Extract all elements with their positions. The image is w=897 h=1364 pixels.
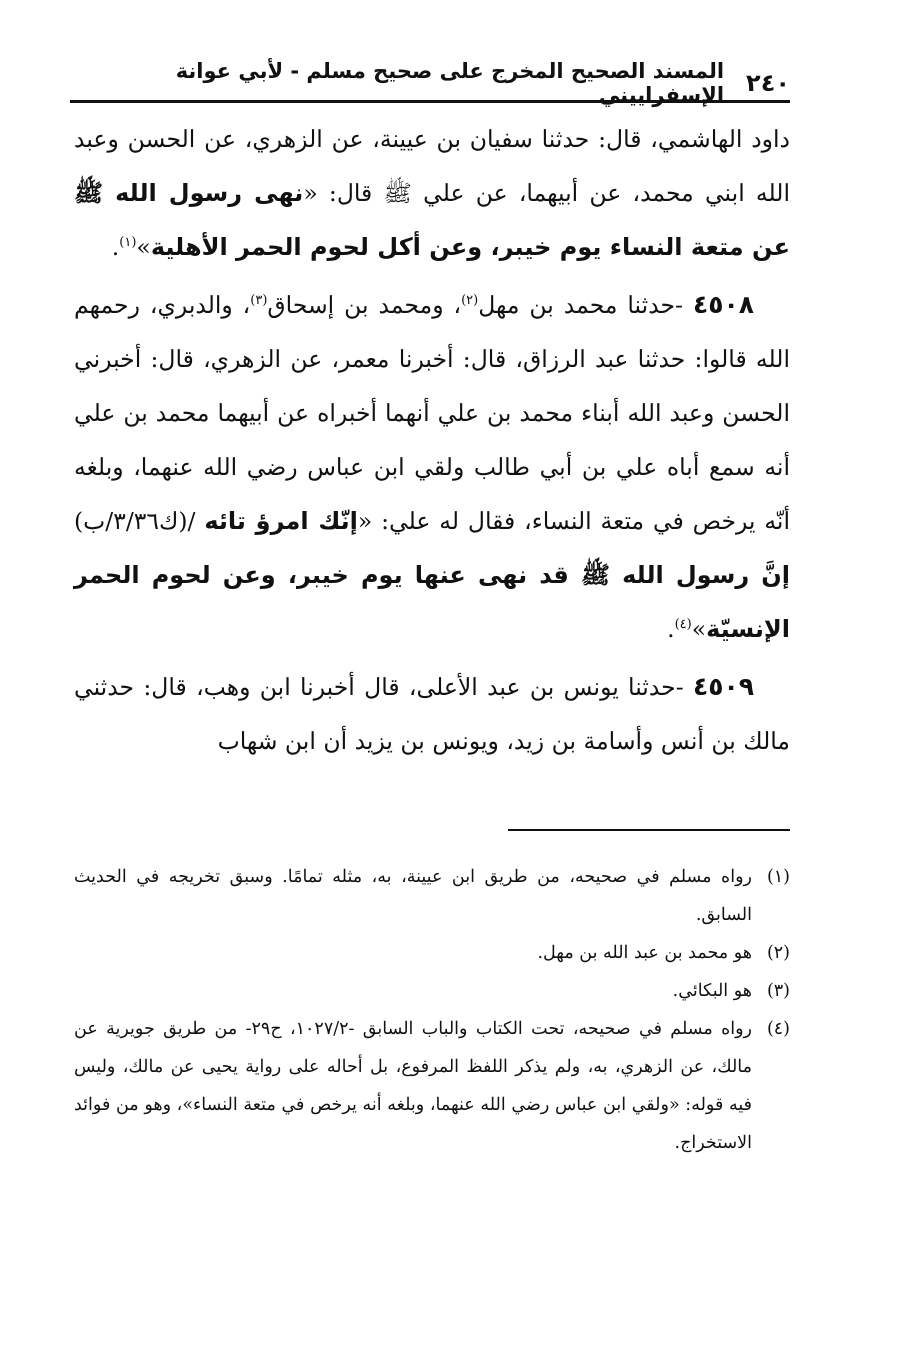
page-number: ٢٤٠: [746, 69, 790, 97]
footnote-number: (٤): [766, 1019, 790, 1039]
footnote-ref[interactable]: (١): [119, 235, 137, 250]
text: ، ومحمد بن إسحاق: [267, 291, 462, 319]
hadith-4508: [74, 278, 790, 656]
footnote: [74, 972, 790, 1010]
footnote-text: هو محمد بن عبد الله بن مهل.: [537, 943, 752, 963]
text: -حدثنا يونس بن عبد الأعلى، قال أخبرنا ابن وهب، قال: حدثني مالك بن أنس وأسامة بن زيد، ويونس بن يزيد أن ابن شهاب: [74, 673, 790, 755]
footnote-ref[interactable]: (٤): [674, 617, 692, 632]
hadith-number: ٤٥٠٨: [692, 290, 754, 319]
footnote: [74, 934, 790, 972]
running-title: المسند الصحيح المخرج على صحيح مسلم - لأبي عوانة الإسفراييني: [175, 59, 725, 107]
footnote-number: (١): [766, 867, 790, 887]
footnote-ref[interactable]: (٢): [461, 293, 479, 308]
footnote-text: رواه مسلم في صحيحه، من طريق ابن عيينة، به، مثله تمامًا. وسبق تخريجه في الحديث السابق.: [74, 867, 752, 925]
text: .: [111, 233, 120, 261]
page-header: [70, 59, 790, 107]
footnote: [74, 1010, 790, 1162]
footnote-separator: [508, 829, 790, 831]
text: -حدثنا محمد بن مهل: [478, 291, 693, 319]
footnotes: [74, 858, 790, 1162]
footnote-ref[interactable]: (٣): [250, 293, 268, 308]
text: »: [136, 233, 151, 261]
footnote-number: (٣): [766, 981, 790, 1001]
text: ، والدبري، رحمهم الله قالوا: حدثنا عبد الرزاق، قال: أخبرنا معمر، عن الزهري، قال: أخبرني الحسن وعبد الله أبناء محمد بن علي أنهما أخبراه عن أبيهما محمد بن علي أنه سمع أباه علي بن أبي طالب ولقي ابن عباس رضي الله عنهما، وبلغه أنّه يرخص في متعة النساء، فقال له علي: «: [74, 291, 790, 535]
footnote: [74, 858, 790, 934]
footnote-text: هو البكائي.: [672, 981, 752, 1001]
manuscript-ref: /(ك٣/٣٦/ب): [74, 507, 205, 535]
main-text: [74, 112, 790, 768]
hadith-matn: إنّك امرؤ تائه: [204, 507, 358, 535]
text: »: [691, 615, 707, 643]
footnote-number: (٢): [766, 943, 790, 963]
hadith-number: ٤٥٠٩: [692, 672, 754, 701]
hadith-4509: [74, 660, 790, 768]
paragraph-continued: [74, 112, 790, 274]
footnote-text: رواه مسلم في صحيحه، تحت الكتاب والباب السابق -١٠٢٧/٢، ح٢٩- من طريق جويرية عن مالك، عن الزهري، به، ولم يذكر اللفظ المرفوع، بل أحاله على رواية يحيى عن مالك، وليس فيه قوله: «ولقي ابن عباس رضي الله عنهما، وبلغه أنه يرخص في متعة النساء»، وهو من فوائد الاستخراج.: [74, 1019, 753, 1153]
text: داود الهاشمي، قال: حدثنا سفيان بن عيينة، عن الزهري، عن الحسن وعبد الله ابني محمد، عن أبيهما، عن علي ﷺ قال: «: [74, 125, 790, 207]
text: .: [667, 615, 675, 643]
hadith-matn: إنَّ رسول الله ﷺ قد نهى عنها يوم خيبر، وعن لحوم الحمر الإنسيّة: [74, 561, 790, 643]
hadith-matn: نهى رسول الله ﷺ عن متعة النساء يوم خيبر، وعن أكل لحوم الحمر الأهلية: [74, 179, 790, 261]
